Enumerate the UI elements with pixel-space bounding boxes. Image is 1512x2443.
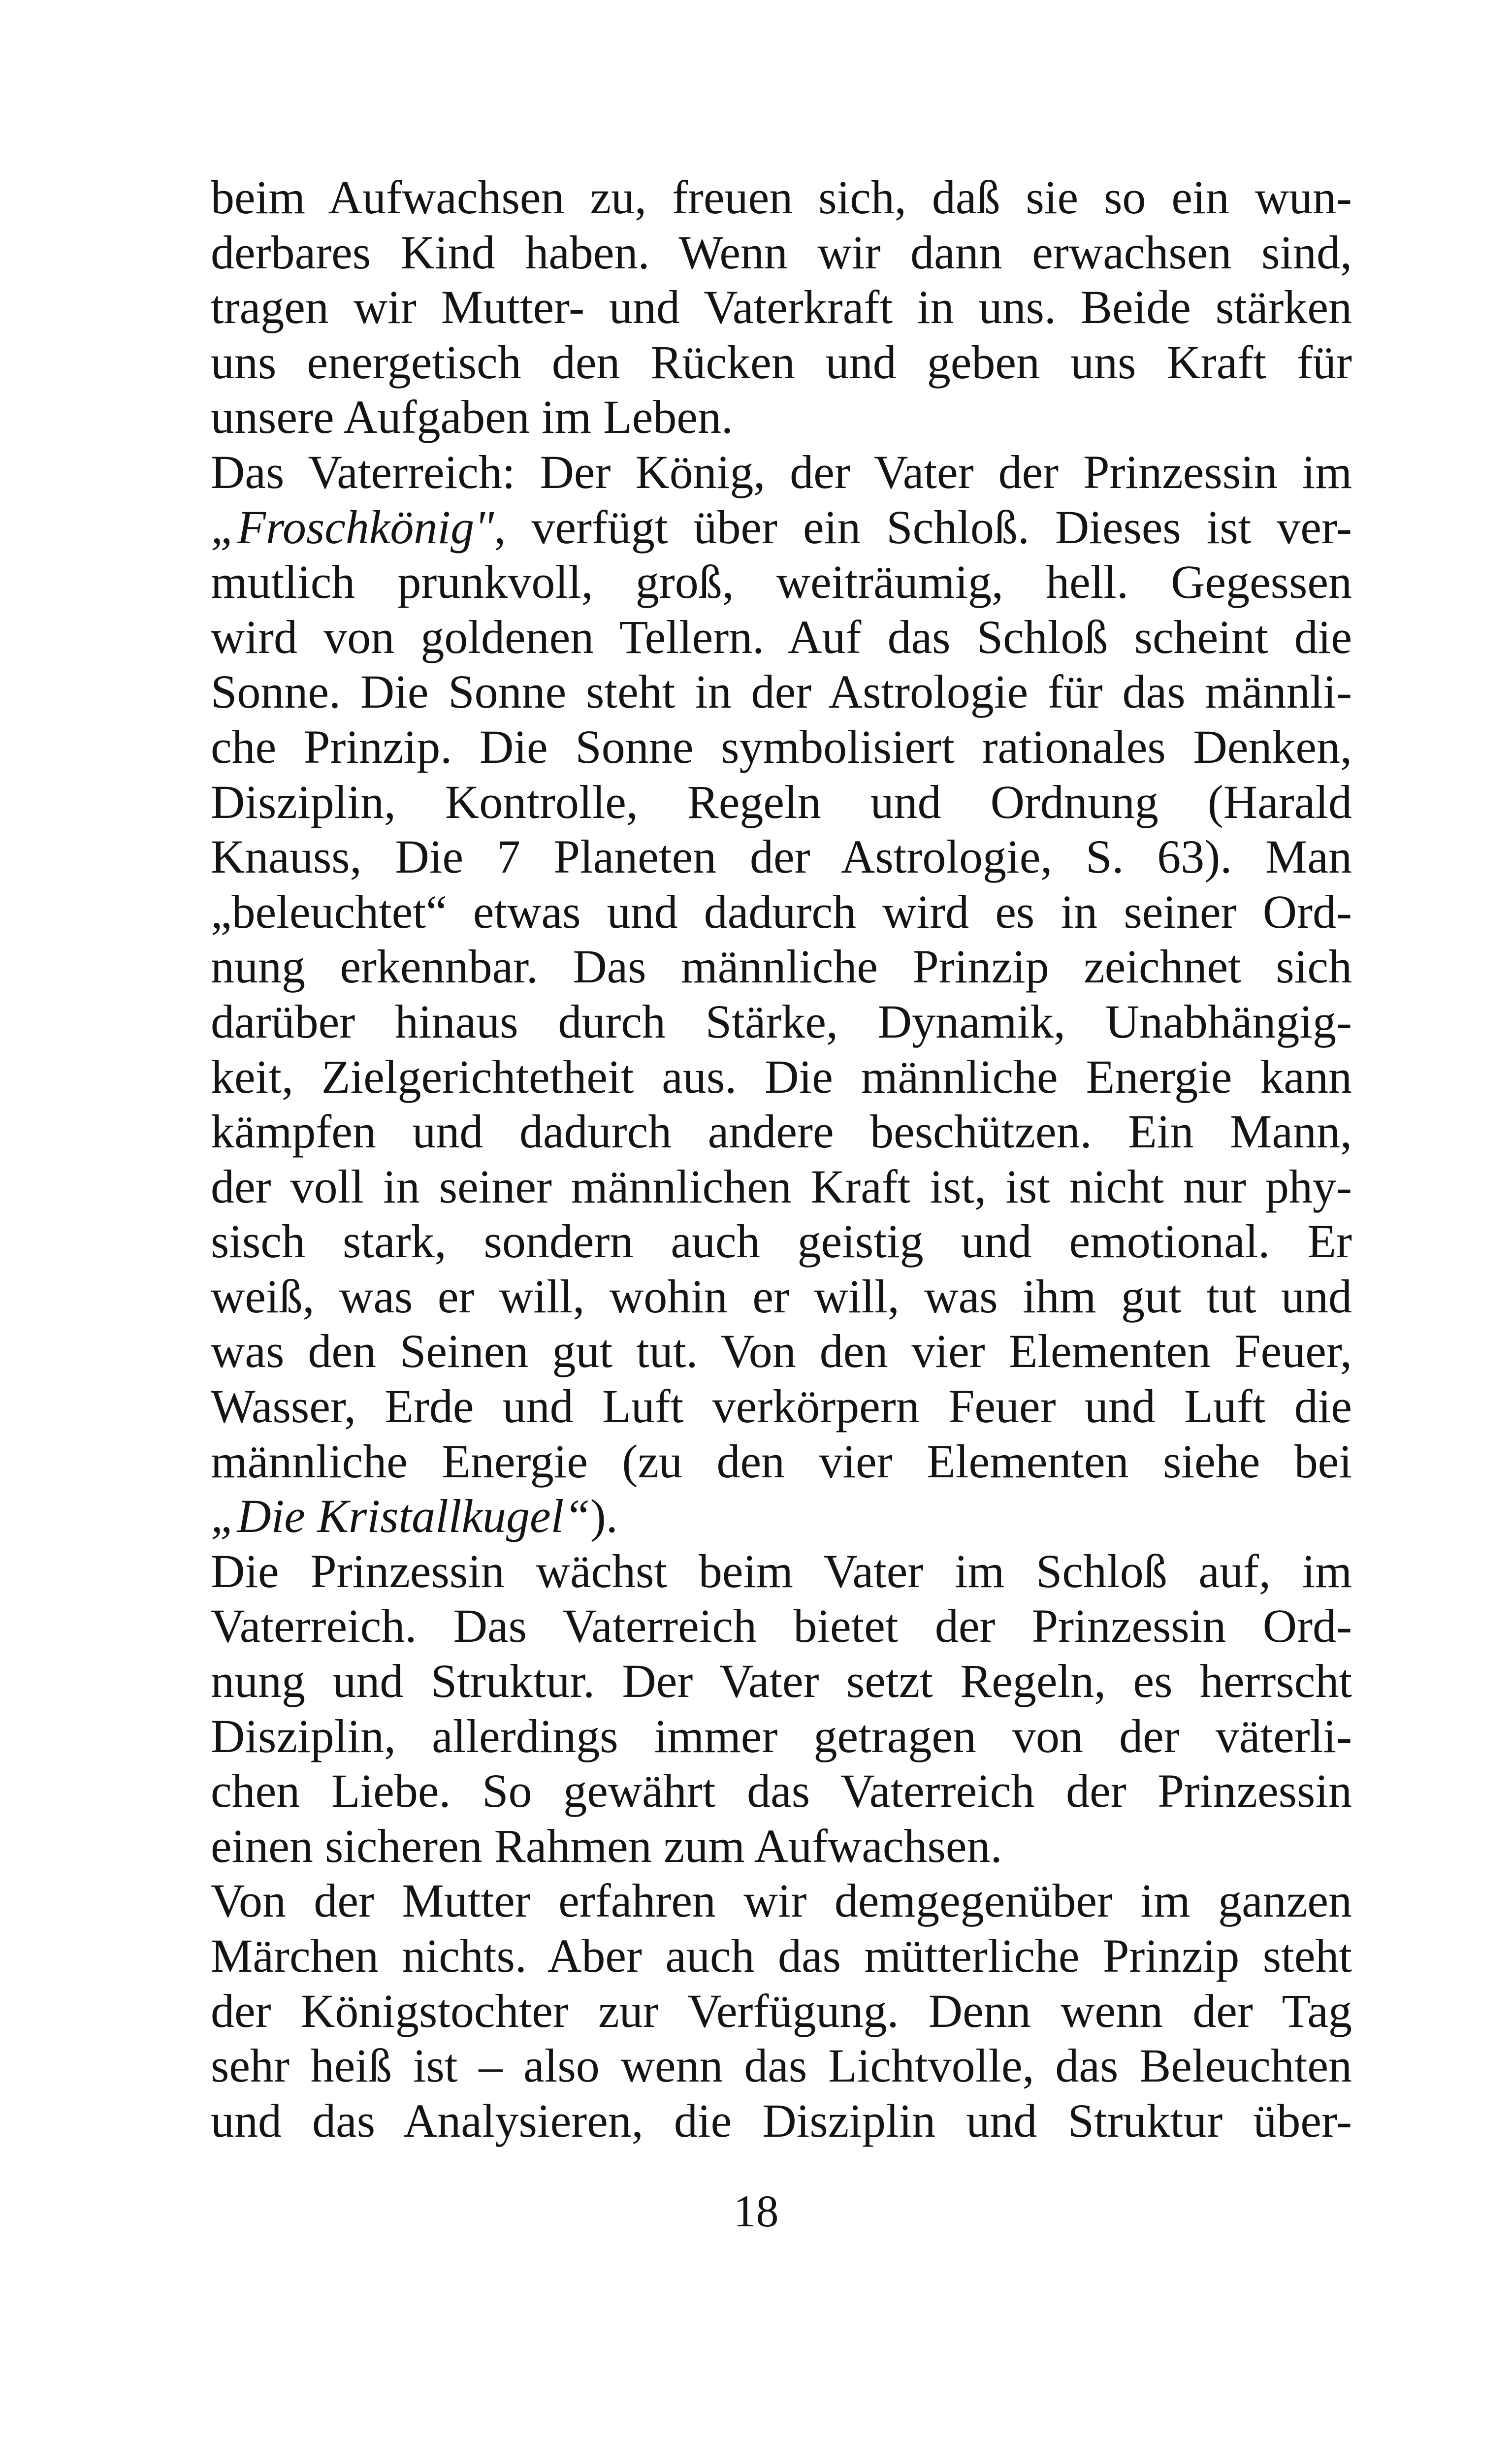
- italic-title: „Die Kristallkugel“: [211, 1490, 590, 1543]
- text-line: Sonne. Die Sonne steht in der Astrologie für das männli-: [211, 665, 1352, 718]
- text-line: derbares Kind haben. Wenn wir dann erwachsen sind,: [211, 226, 1352, 279]
- text-line: wird von goldenen Tellern. Auf das Schloß scheint die: [211, 610, 1352, 663]
- text-line: der Königstochter zur Verfügung. Denn wenn der Tag: [211, 1984, 1352, 2037]
- text-line: uns energetisch den Rücken und geben uns Kraft für: [211, 335, 1352, 389]
- page-number: 18: [733, 2186, 779, 2236]
- text-line: der voll in seiner männlichen Kraft ist, ist nicht nur phy-: [211, 1160, 1352, 1213]
- text-line: mutlich prunkvoll, groß, weiträumig, hell. Gegessen: [211, 555, 1352, 609]
- text-line: [211, 500, 1352, 555]
- text-line: was den Seinen gut tut. Von den vier Elementen Feuer,: [211, 1325, 1352, 1378]
- text-line: Disziplin, allerdings immer getragen von der väterli-: [211, 1709, 1352, 1762]
- text-line: keit, Zielgerichtetheit aus. Die männliche Energie kann: [211, 1050, 1352, 1103]
- text-line: beim Aufwachsen zu, freuen sich, daß sie so ein wun-: [211, 171, 1352, 224]
- text-line: sehr heiß ist – also wenn das Lichtvolle, das Beleuchten: [211, 2039, 1352, 2092]
- text-line: „beleuchtet“ etwas und dadurch wird es in seiner Ord-: [211, 885, 1352, 938]
- text-line: Wasser, Erde und Luft verkörpern Feuer und Luft die: [211, 1380, 1352, 1433]
- text-line: [211, 1489, 1352, 1544]
- text-segment: , verfügt über ein Schloß. Dieses ist ver-: [494, 500, 1352, 554]
- text-segment: ).: [590, 1490, 618, 1543]
- text-line: nung erkennbar. Das männliche Prinzip zeichnet sich: [211, 940, 1352, 993]
- text-line: Die Prinzessin wächst beim Vater im Schloß auf, im: [211, 1544, 1352, 1597]
- text-line: einen sicheren Rahmen zum Aufwachsen.: [211, 1819, 1002, 1872]
- text-line: Von der Mutter erfahren wir demgegenüber im ganzen: [211, 1874, 1352, 1927]
- text-line: chen Liebe. So gewährt das Vaterreich der Prinzessin: [211, 1764, 1352, 1818]
- text-line: weiß, was er will, wohin er will, was ihm gut tut und: [211, 1270, 1352, 1323]
- text-line: unsere Aufgaben im Leben.: [211, 391, 733, 444]
- text-line: sisch stark, sondern auch geistig und emotional. Er: [211, 1215, 1352, 1268]
- text-line: und das Analysieren, die Disziplin und Struktur über-: [211, 2094, 1352, 2147]
- text-line: che Prinzip. Die Sonne symbolisiert rationales Denken,: [211, 720, 1352, 773]
- text-line: kämpfen und dadurch andere beschützen. Ein Mann,: [211, 1105, 1352, 1158]
- text-line: Das Vaterreich: Der König, der Vater der Prinzessin im: [211, 445, 1352, 498]
- text-line: Vaterreich. Das Vaterreich bietet der Prinzessin Ord-: [211, 1599, 1352, 1653]
- text-line: männliche Energie (zu den vier Elementen siehe bei: [211, 1434, 1352, 1488]
- text-line: Knauss, Die 7 Planeten der Astrologie, S. 63). Man: [211, 830, 1352, 883]
- italic-title: „Froschkönig": [211, 500, 494, 554]
- text-line: Disziplin, Kontrolle, Regeln und Ordnung (Harald: [211, 775, 1352, 828]
- text-line: Märchen nichts. Aber auch das mütterliche Prinzip steht: [211, 1929, 1352, 1982]
- text-line: darüber hinaus durch Stärke, Dynamik, Unabhängig-: [211, 995, 1352, 1048]
- body-text: [211, 170, 1352, 2148]
- text-line: tragen wir Mutter- und Vaterkraft in uns. Beide stärken: [211, 281, 1352, 334]
- text-line: nung und Struktur. Der Vater setzt Regeln, es herrscht: [211, 1655, 1352, 1708]
